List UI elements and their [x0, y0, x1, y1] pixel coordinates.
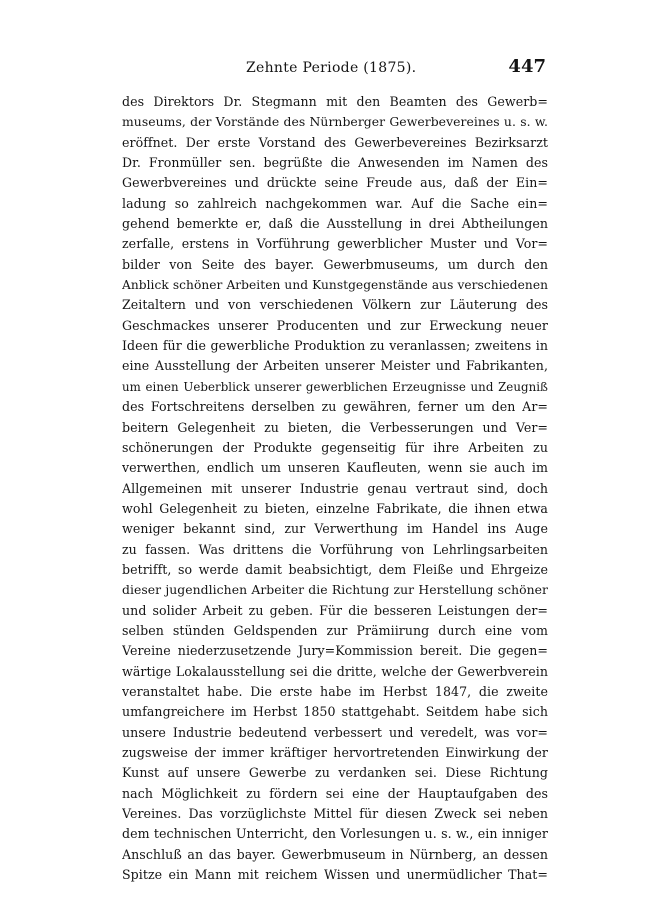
- text-line: zerfalle, erstens in Vorführung gewerblicher Muster und Vor=: [122, 236, 548, 252]
- text-line: dem technischen Unterricht, den Vorlesungen u. s. w., ein inniger: [122, 826, 548, 842]
- page-number: 447: [508, 56, 546, 77]
- text-line: veranstaltet habe. Die erste habe im Herbst 1847, die zweite: [122, 683, 548, 699]
- text-line: bilder von Seite des bayer. Gewerbmuseums, um durch den: [122, 256, 548, 272]
- text-line: Zeitaltern und von verschiedenen Völkern zur Läuterung des: [122, 297, 548, 313]
- text-line: wohl Gelegenheit zu bieten, einzelne Fabrikate, die ihnen etwa: [122, 500, 548, 516]
- text-line: unsere Industrie bedeutend verbessert und veredelt, was vor=: [122, 724, 548, 740]
- text-line: verwerthen, endlich um unseren Kaufleuten, wenn sie auch im: [122, 460, 548, 476]
- text-line: Anblick schöner Arbeiten und Kunstgegenstände aus verschiedenen: [122, 278, 548, 293]
- text-line: umfangreichere im Herbst 1850 stattgehabt. Seitdem habe sich: [122, 704, 548, 720]
- text-line: Geschmackes unserer Producenten und zur Erweckung neuer: [122, 317, 548, 333]
- text-line: Dr. Fronmüller sen. begrüßte die Anwesenden im Namen des: [122, 155, 548, 171]
- text-line: Allgemeinen mit unserer Industrie genau vertraut sind, doch: [122, 480, 548, 496]
- page-header: [122, 56, 548, 82]
- text-line: Gewerbvereines und drückte seine Freude aus, daß der Ein=: [122, 175, 548, 191]
- text-line: zugsweise der immer kräftiger hervortretenden Einwirkung der: [122, 745, 548, 760]
- text-line: eine Ausstellung der Arbeiten unserer Meister und Fabrikanten,: [122, 358, 548, 374]
- text-line: dieser jugendlichen Arbeiter die Richtung zur Herstellung schöner: [122, 582, 548, 598]
- text-line: Vereines. Das vorzüglichste Mittel für diesen Zweck sei neben: [122, 806, 548, 822]
- text-line: schönerungen der Produkte gegenseitig für ihre Arbeiten zu: [122, 439, 548, 455]
- text-line: Spitze ein Mann mit reichem Wissen und unermüdlicher That=: [122, 867, 548, 883]
- text-line: und solider Arbeit zu geben. Für die besseren Leistungen der=: [122, 602, 548, 618]
- text-line: eröffnet. Der erste Vorstand des Gewerbevereines Bezirksarzt: [122, 134, 548, 150]
- text-line: des Fortschreitens derselben zu gewähren, ferner um den Ar=: [122, 399, 548, 415]
- text-line: betrifft, so werde damit beabsichtigt, dem Fleiße und Ehrgeize: [122, 561, 548, 577]
- text-line: zu fassen. Was drittens die Vorführung von Lehrlingsarbeiten: [122, 541, 548, 557]
- text-line: weniger bekannt sind, zur Verwerthung im Handel ins Auge: [122, 521, 548, 537]
- text-line: Ideen für die gewerbliche Produktion zu veranlassen; zweitens in: [122, 338, 548, 354]
- text-line: beitern Gelegenheit zu bieten, die Verbesserungen und Ver=: [122, 419, 548, 435]
- text-line: um einen Ueberblick unserer gewerblichen Erzeugnisse und Zeugniß: [122, 379, 548, 394]
- text-line: Kunst auf unsere Gewerbe zu verdanken sei. Diese Richtung: [122, 765, 548, 781]
- text-line: gehend bemerkte er, daß die Ausstellung in drei Abtheilungen: [122, 216, 548, 232]
- body-text: [122, 92, 548, 885]
- text-line: des Direktors Dr. Stegmann mit den Beamten des Gewerb=: [122, 94, 548, 109]
- text-line: selben stünden Geldspenden zur Prämiirung durch eine vom: [122, 622, 548, 638]
- text-line: museums, der Vorstände des Nürnberger Gewerbevereines u. s. w.: [122, 114, 548, 130]
- text-line: ladung so zahlreich nachgekommen war. Auf die Sache ein=: [122, 195, 548, 211]
- text-line: wärtige Lokalausstellung sei die dritte, welche der Gewerbverein: [122, 663, 548, 679]
- running-title: Zehnte Periode (1875).: [246, 60, 417, 76]
- text-line: Anschluß an das bayer. Gewerbmuseum in Nürnberg, an dessen: [122, 846, 548, 862]
- text-line: Vereine niederzusetzende Jury=Kommission bereit. Die gegen=: [122, 643, 548, 659]
- text-line: nach Möglichkeit zu fördern sei eine der Hauptaufgaben des: [122, 785, 548, 801]
